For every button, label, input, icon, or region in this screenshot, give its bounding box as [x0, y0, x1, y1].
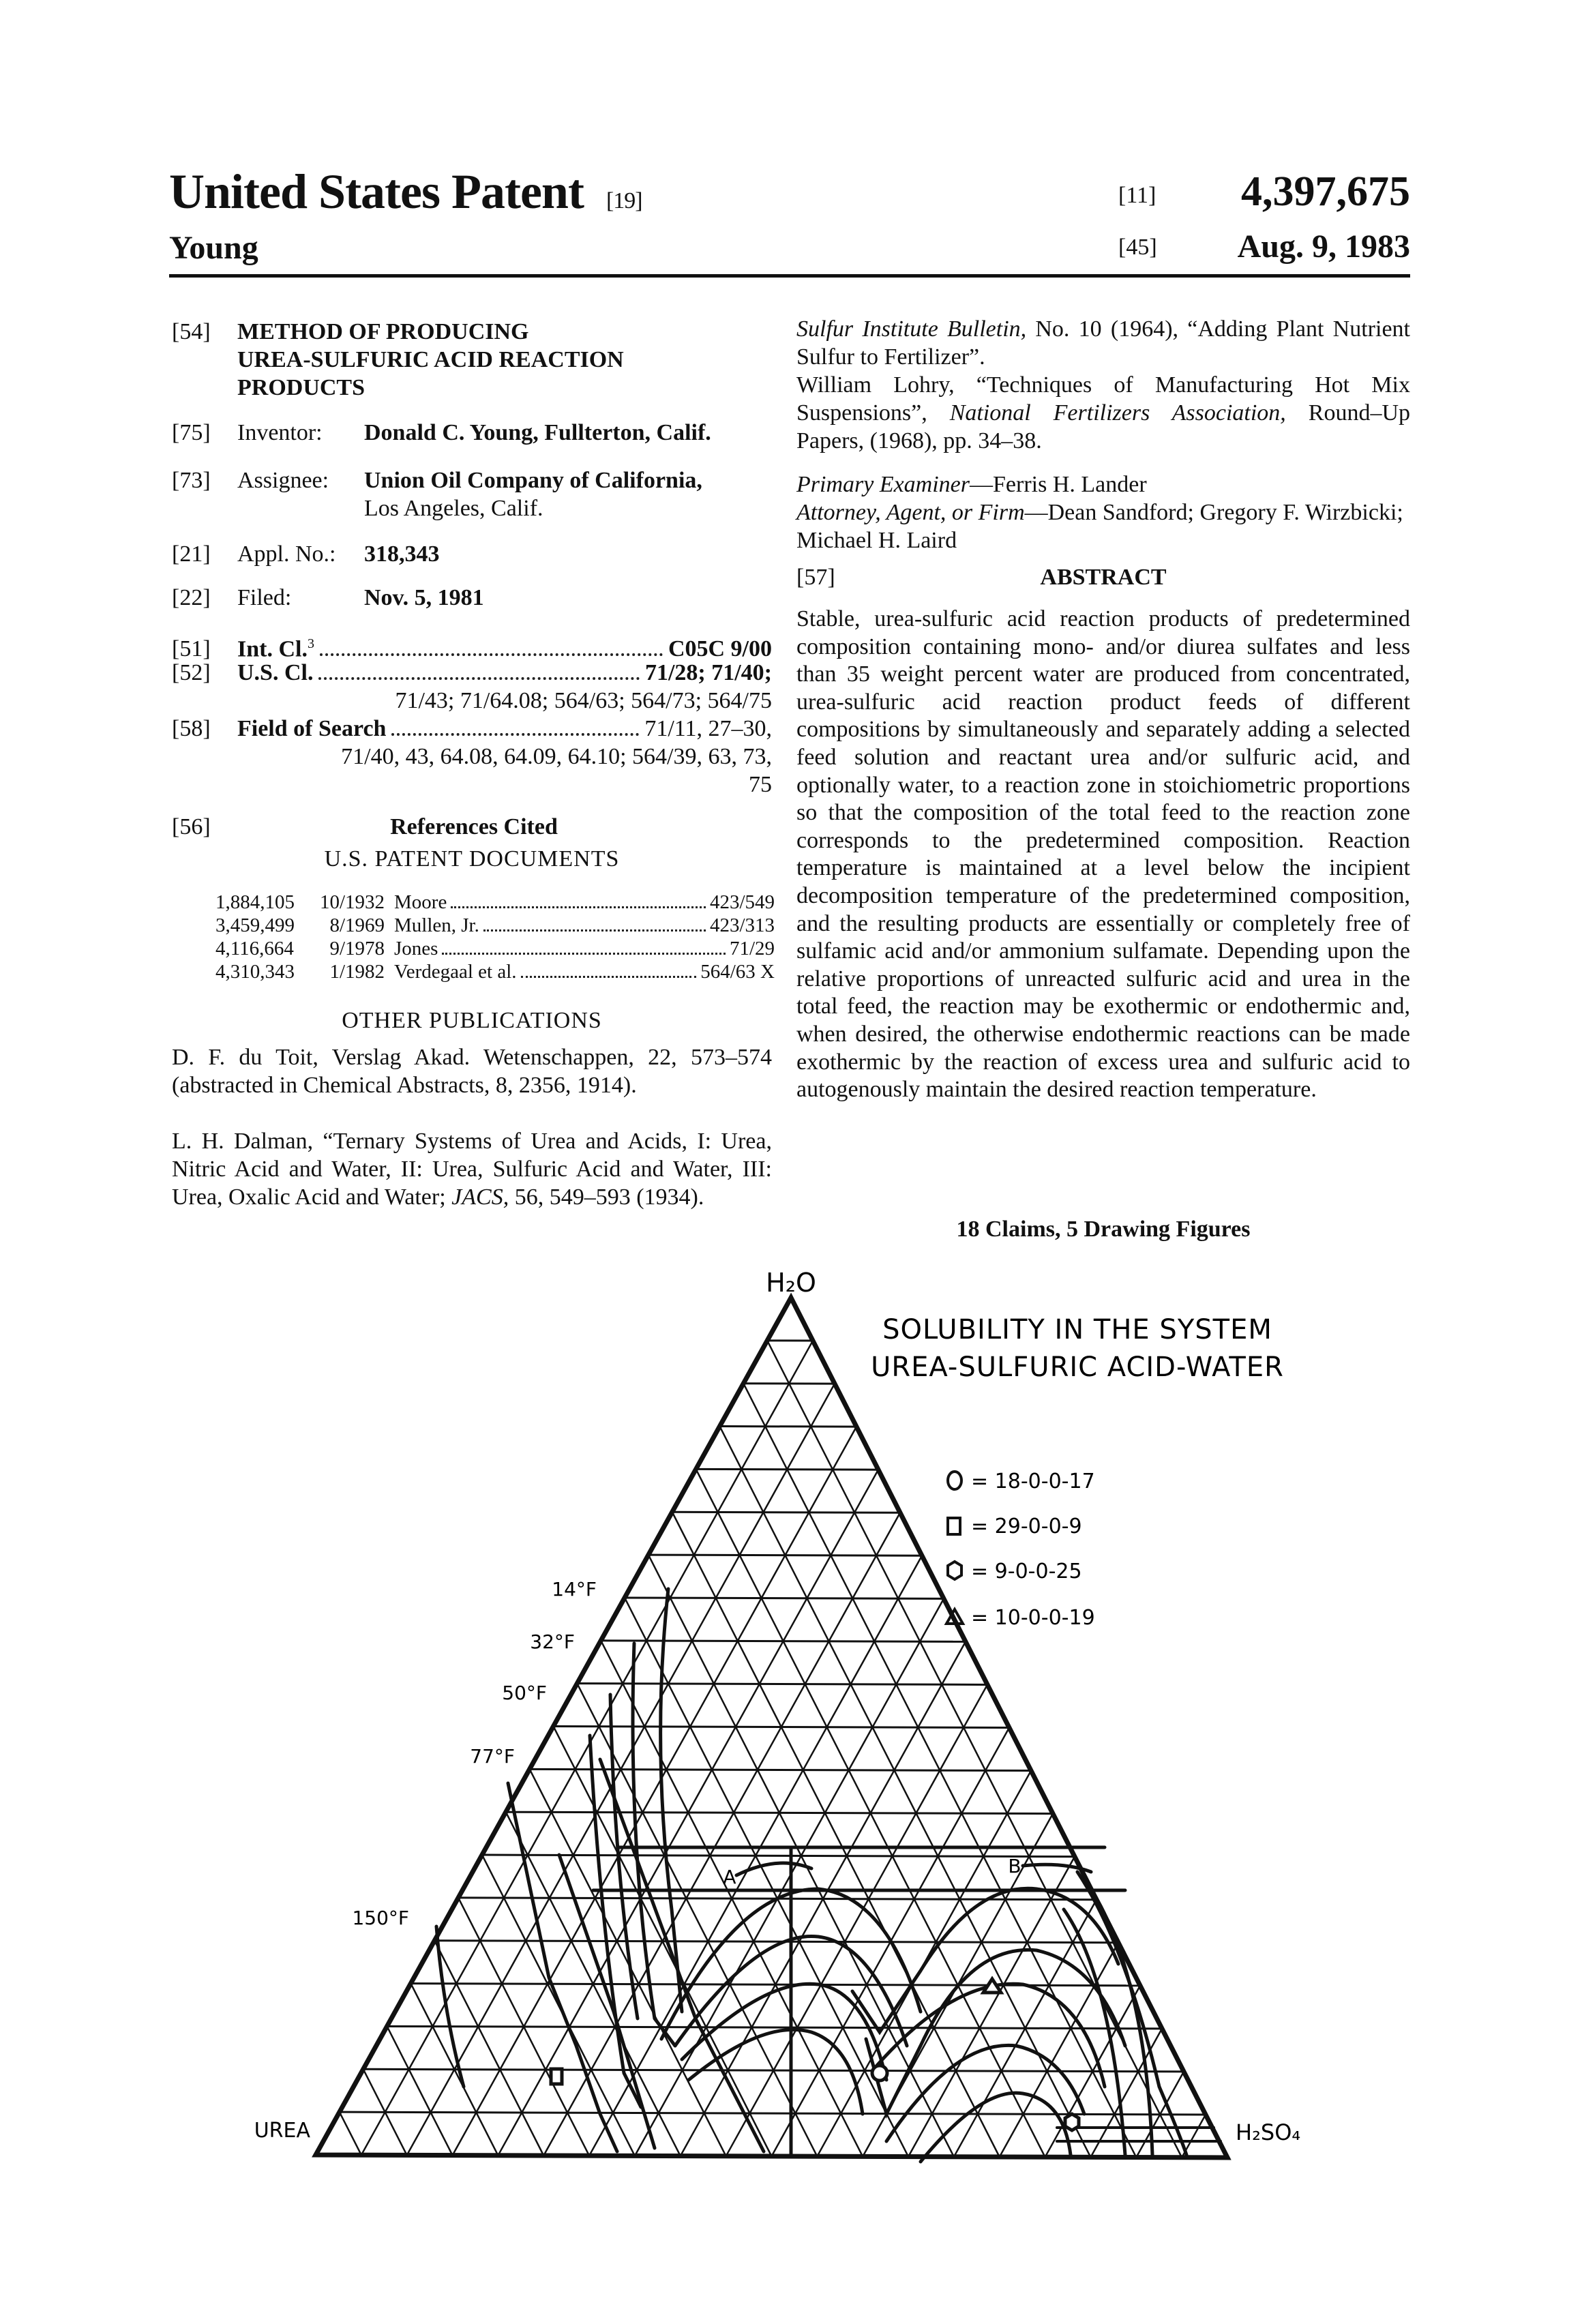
abstract-text: Stable, urea-sulfuric acid reaction products of predetermined composition containing mono- and/or diurea sulfates and less than 35 weight percent water are produced from concentrated, urea-sulfuric acid reaction product feeds of different compositions by simultaneously and separately adding a selected feed solution and reactant urea and/or sulfuric acid, and optionally water, to a reaction zone in stoichiometric proportions so that the composition of the total feed to the reaction zone corresponds to the predetermined composition. Reaction temperature is maintained at a level below the incipient decomposition temperature of the predetermined composition, and the resulting products are essentially or completely free of sulfamic acid and/or ammonium sulfamate. Depending upon the relative proportions of unreacted sulfuric acid and urea in the total feed, the reaction may be exothermic or endothermic and, when desired, the otherwise endothermic reactions can be made exothermic by the reaction of excess urea and sulfuric acid to autogenously maintain the desired reaction temperature. — [796, 606, 1410, 1103]
legend-item — [948, 1560, 1082, 1583]
grid-line-diagonal — [635, 1598, 944, 2156]
isotherm-label: 150°F — [352, 1907, 409, 1929]
filed-value: Nov. 5, 1981 — [364, 585, 484, 610]
legend-item — [948, 1470, 1095, 1493]
grid-line-horizontal — [387, 2026, 1162, 2028]
us-patents-heading: U.S. PATENT DOCUMENTS — [324, 846, 620, 872]
inventor-value: Donald C. Young, Fullterton, Calif. — [364, 420, 711, 445]
patent-number: 4,397,675 — [1241, 168, 1410, 215]
grid-line-diagonal — [434, 1941, 543, 2156]
point-label-b: B — [1008, 1855, 1021, 1877]
patent-number: 3,459,499 — [215, 914, 295, 936]
triangle-marker — [983, 1979, 1001, 1993]
patent-date: 10/1932 — [319, 891, 385, 913]
arc — [689, 2029, 863, 2114]
field-code: [52] — [172, 660, 211, 685]
field-code: [58] — [172, 716, 211, 741]
assignee-location: Los Angeles, Calif. — [364, 496, 543, 521]
patent-number: 4,116,664 — [215, 938, 294, 959]
title-text: United States Patent — [169, 164, 584, 219]
patent-date: Aug. 9, 1983 — [1237, 228, 1410, 265]
examiner-value: —Ferris H. Lander — [970, 472, 1147, 497]
isotherm-label: 50°F — [502, 1682, 547, 1704]
field-code: [73] — [172, 468, 211, 493]
arc-right — [1077, 1872, 1186, 2155]
hexagon-icon — [948, 1562, 961, 1579]
patent-date: 8/1969 — [329, 914, 385, 936]
circle-icon — [948, 1472, 961, 1489]
isotherm-label: 14°F — [552, 1578, 597, 1600]
field-label: Filed: — [237, 585, 292, 610]
grid-line-horizontal — [482, 1855, 1075, 1857]
publication-journal: Sulfur Institute Bulletin, — [796, 316, 1027, 342]
other-publications-heading: OTHER PUBLICATIONS — [342, 1008, 602, 1033]
patentee-name: Jones — [394, 938, 438, 959]
abstract-heading: ABSTRACT — [1040, 565, 1167, 590]
square-icon — [948, 1518, 960, 1534]
grid-line-diagonal — [453, 1427, 856, 2155]
patentee-name: Mullen, Jr. — [394, 914, 479, 936]
grid-line-diagonal — [361, 1341, 813, 2155]
isotherm-label: 32°F — [530, 1630, 575, 1653]
field-code: [51] — [172, 636, 211, 662]
field-search-continued: 71/40, 43, 64.08, 64.09, 64.10; 564/39, 63, 73, — [341, 744, 772, 769]
legend-label: = 18-0-0-17 — [971, 1470, 1095, 1493]
field-code: [22] — [172, 585, 211, 610]
superscript: 3 — [307, 636, 314, 651]
grid-line-diagonal — [1000, 1943, 1118, 2157]
publication-journal: JACS, — [451, 1185, 509, 1210]
patent-date: 9/1978 — [329, 938, 385, 959]
publication-text: L. H. Dalman, “Ternary Systems of Urea and Acids, I: Urea, Nitric Acid and Water, II: Urea, Sulfuric Acid and Water, III: Urea, Oxalic Acid and Water; — [172, 1129, 772, 1210]
grid-line-horizontal — [434, 1941, 1118, 1943]
patent-class: 423/549 — [709, 891, 775, 913]
figure-title-line1: SOLUBILITY IN THE SYSTEM — [882, 1314, 1272, 1345]
title-code: [19] — [606, 188, 642, 213]
patentee-name: Moore — [394, 891, 447, 913]
field-label: Appl. No.: — [237, 541, 336, 567]
boundary-line — [508, 1783, 617, 2151]
publication-text: Round–Up Papers, (1968), pp. 34–38. — [796, 400, 1410, 453]
grid-line-horizontal — [554, 1727, 1010, 1728]
field-label: Field of Search — [237, 716, 387, 741]
patent-class: 423/313 — [709, 914, 775, 936]
legend-item — [948, 1515, 1082, 1538]
square-marker — [551, 2069, 562, 2084]
author: Young — [169, 230, 258, 266]
legend-item — [946, 1606, 1095, 1630]
grid-line-horizontal — [601, 1641, 966, 1642]
legend-label: = 10-0-0-19 — [971, 1606, 1095, 1630]
grid-line-horizontal — [577, 1684, 987, 1685]
publication-journal: National Fertilizers Association, — [949, 400, 1286, 426]
vertex-label-h2o: H₂O — [766, 1268, 816, 1298]
patentee-name: Verdegaal et al. — [394, 961, 517, 983]
field-search-value: 71/11, 27–30, — [644, 716, 772, 741]
field-search-continued: 75 — [749, 772, 772, 797]
grid-line-horizontal — [696, 1469, 878, 1470]
field-code: [56] — [172, 814, 211, 839]
grid-line-horizontal — [672, 1512, 900, 1513]
date-code: [45] — [1118, 235, 1157, 260]
field-code: [54] — [172, 319, 211, 344]
int-cl-value: C05C 9/00 — [668, 636, 772, 662]
references-heading: References Cited — [390, 814, 558, 839]
composition-markers — [551, 1979, 1079, 2130]
field-label: Inventor: — [237, 420, 323, 445]
invention-title-line: UREA-SULFURIC ACID REACTION — [237, 347, 624, 372]
grid-line-horizontal — [506, 1812, 1053, 1813]
publication-text: 56, 549–593 (1934). — [509, 1185, 704, 1210]
grid-line-diagonal — [340, 2112, 361, 2155]
figure-title-line2: UREA-SULFURIC ACID-WATER — [871, 1352, 1284, 1383]
appl-no-value: 318,343 — [364, 541, 440, 567]
examiner-label: Primary Examiner — [796, 472, 970, 497]
v-curve — [866, 1950, 1125, 2114]
legend — [946, 1470, 1095, 1630]
claims-count: 18 Claims, 5 Drawing Figures — [956, 1217, 1251, 1242]
field-label: Assignee: — [237, 468, 329, 493]
assignee-value: Union Oil Company of California, — [364, 468, 702, 493]
hexagon-marker — [1065, 2114, 1079, 2130]
patent-number: 4,310,343 — [215, 961, 295, 983]
point-label-a: A — [723, 1866, 736, 1888]
legend-label: = 9-0-0-25 — [971, 1560, 1082, 1583]
vertex-label-h2so4: H₂SO₄ — [1236, 2119, 1301, 2145]
us-cl-continued: 71/43; 71/64.08; 564/63; 564/73; 564/75 — [395, 688, 772, 713]
attorney-value: —Dean Sandford; Gregory F. Wirzbicki; Michael H. Laird — [796, 500, 1403, 553]
patent-number-code: [11] — [1118, 183, 1156, 208]
publication-text: D. F. du Toit, Verslag Akad. Wetenschappen, 22, 573–574 (abstracted in Chemical Abstracts, 8, 2356, 1914). — [172, 1045, 772, 1098]
field-code: [57] — [796, 565, 835, 590]
vertex-label-urea: UREA — [254, 2119, 310, 2143]
grid-line-diagonal — [908, 1857, 1075, 2157]
invention-title-line: PRODUCTS — [237, 375, 365, 400]
field-label: U.S. Cl. — [237, 660, 314, 685]
isotherm-label: 77°F — [470, 1745, 515, 1768]
field-label: Int. Cl. — [237, 636, 308, 662]
publication-text: William Lohry, “Techniques of Manufacturing Hot Mix Suspensions”, — [796, 372, 1410, 426]
legend-label: = 29-0-0-9 — [971, 1515, 1082, 1538]
field-code: [21] — [172, 541, 211, 567]
patent-number: 1,884,105 — [215, 891, 295, 913]
patent-class: 71/29 — [729, 938, 775, 959]
patent-class: 564/63 X — [700, 961, 775, 983]
circle-marker — [872, 2066, 887, 2081]
us-cl-value: 71/28; 71/40; — [644, 660, 772, 685]
patent-date: 1/1982 — [329, 961, 385, 983]
invention-title-line: METHOD OF PRODUCING — [237, 319, 529, 344]
publication-text: No. 10 (1964), “Adding Plant Nutrient Sulfur to Fertilizer”. — [796, 316, 1410, 370]
curve-a — [736, 1863, 811, 1875]
field-code: [75] — [172, 420, 211, 445]
attorney-label: Attorney, Agent, or Firm — [796, 500, 1025, 525]
